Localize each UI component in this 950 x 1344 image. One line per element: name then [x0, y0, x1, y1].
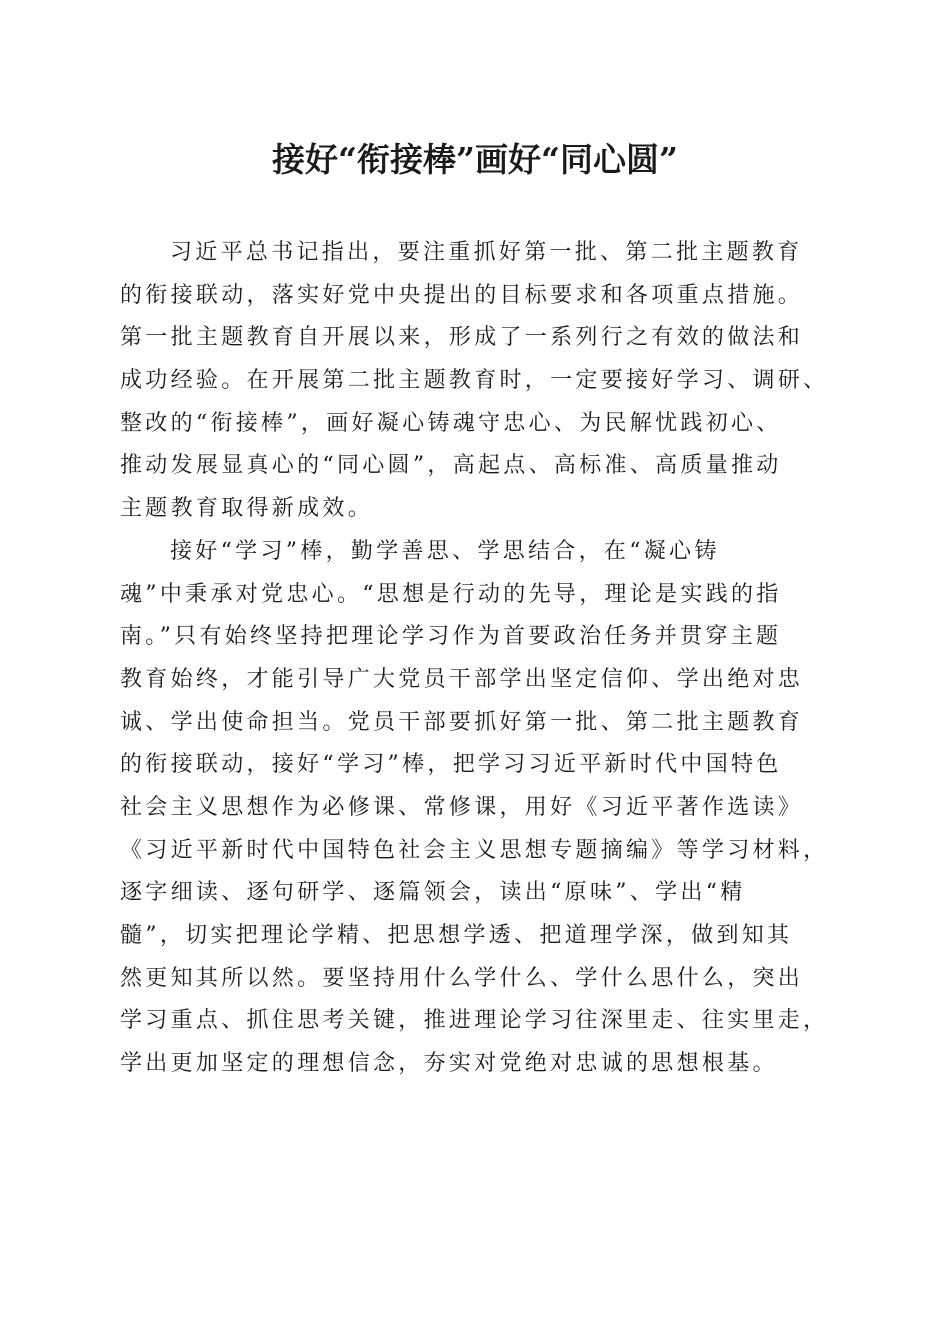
document-body [120, 232, 830, 1086]
text-line: 整改的“衔接棒”，画好凝心铸魂守忠心、为民解忧践初心、 [120, 410, 782, 436]
text-line: 教育始终，才能引导广大党员干部学出坚定信仰、学出绝对忠 [120, 666, 804, 692]
text-line: 然更知其所以然。要坚持用什么学什么、学什么思什么，突出 [120, 965, 804, 991]
paragraph-2 [120, 531, 830, 1086]
text-line: 第一批主题教育自开展以来，形成了一系列行之有效的做法和 [120, 325, 804, 351]
text-line: 推动发展显真心的“同心圆”，高起点、高标准、高质量推动 [120, 453, 782, 479]
text-line: 成功经验。在开展第二批主题教育时，一定要接好学习、调研、 [120, 368, 829, 394]
text-line: 学习重点、抓住思考关键，推进理论学习往深里走、往实里走， [120, 1008, 829, 1034]
text-line: 诚、学出使命担当。党员干部要抓好第一批、第二批主题教育 [120, 709, 804, 735]
text-line: 接好“学习”棒，勤学善思、学思结合，在“凝心铸 [170, 538, 720, 564]
document-title: 接好“衔接棒”画好“同心圆” [272, 140, 678, 179]
text-line: 逐字细读、逐句研学、逐篇领会，读出“原味”、学出“精 [120, 880, 746, 906]
text-line: 《习近平新时代中国特色社会主义思想专题摘编》等学习材料， [120, 837, 829, 863]
text-line: 学出更加坚定的理想信念，夯实对党绝对忠诚的思想根基。 [120, 1051, 778, 1077]
text-line: 习近平总书记指出，要注重抓好第一批、第二批主题教育 [170, 240, 803, 265]
text-line: 主题教育取得新成效。 [120, 496, 374, 522]
text-line: 南。”只有始终坚持把理论学习作为首要政治任务并贯穿主题 [120, 624, 782, 650]
text-line: 魂”中秉承对党忠心。“思想是行动的先导，理论是实践的指 [120, 581, 782, 607]
text-line: 的衔接联动，接好“学习”棒，把学习习近平新时代中国特色 [120, 752, 782, 778]
text-line: 社会主义思想作为必修课、常修课，用好《习近平著作选读》 [120, 794, 804, 820]
paragraph-1 [120, 232, 830, 531]
text-line: 髓”，切实把理论学精、把思想学透、把道理学深，做到知其 [120, 923, 793, 948]
text-line: 的衔接联动，落实好党中央提出的目标要求和各项重点措施。 [120, 282, 804, 308]
